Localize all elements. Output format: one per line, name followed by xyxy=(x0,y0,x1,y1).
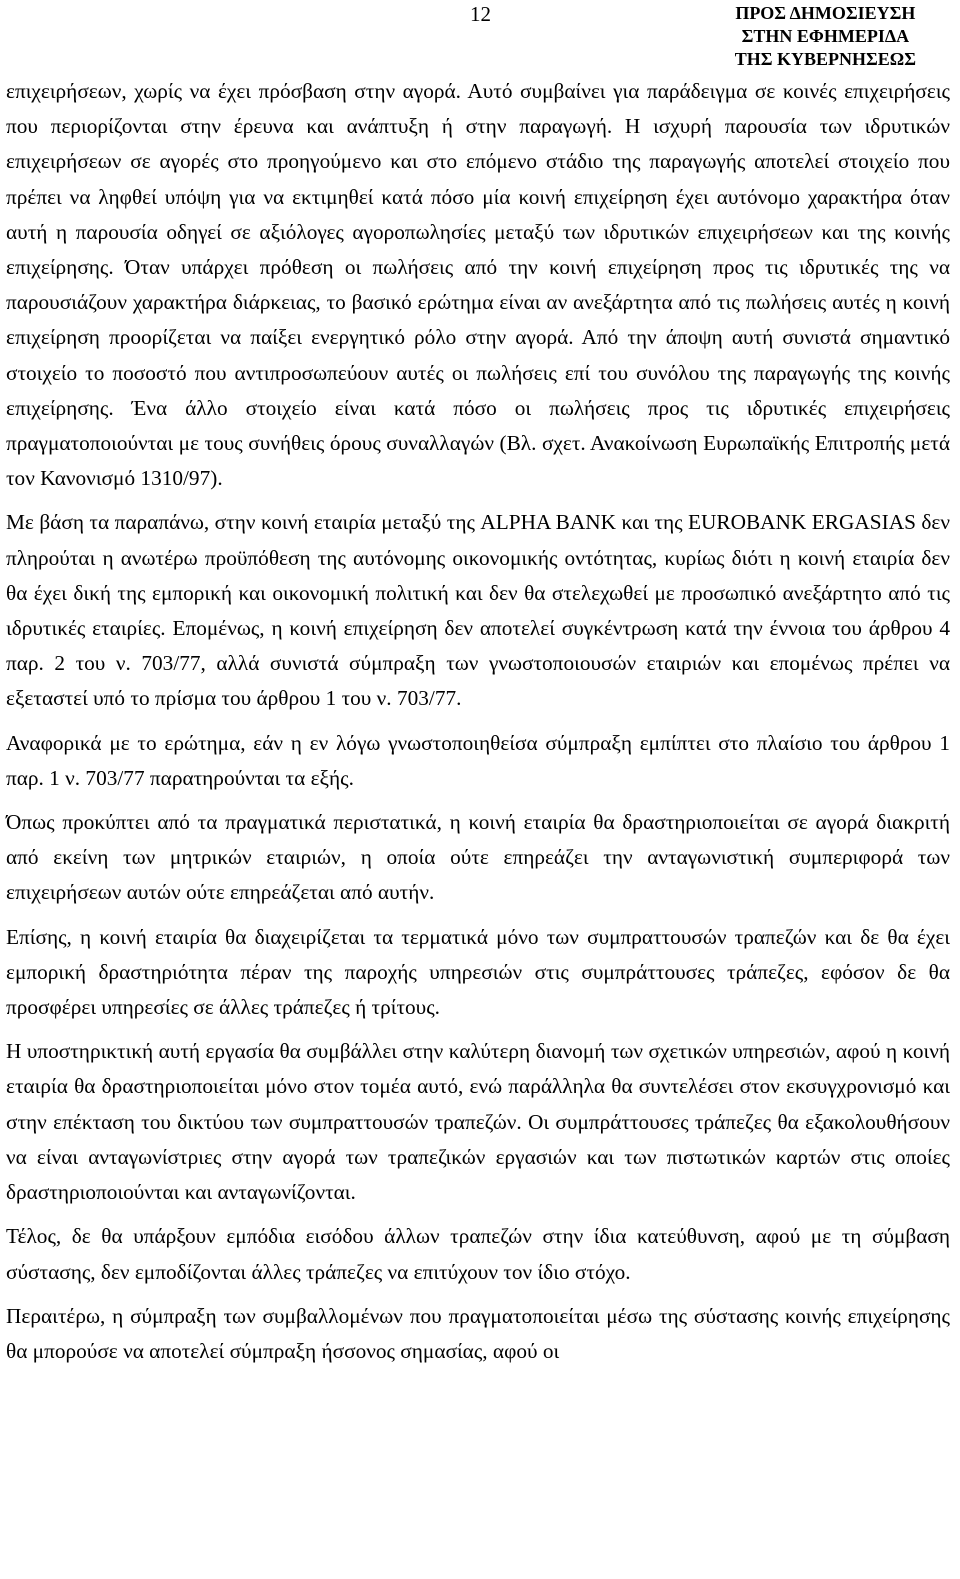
paragraph: Με βάση τα παραπάνω, στην κοινή εταιρία μεταξύ της ALPHA BANK και της EUROBANK ERGASIAS δεν πληρούται η ανωτέρω προϋπόθεση της αυτόνομης οικονομικής οντότητας, κυρίως διότι η κοινή εταιρία δεν θα έχει δική της εμπορική και οικονομική πολιτική και δεν θα στελεχωθεί με προσωπικό ανεξάρτητο από τις ιδρυτικές εταιρίες. Επομένως, η κοινή επιχείρηση δεν αποτελεί συγκέντρωση κατά την έννοια του άρθρου 4 παρ. 2 του ν. 703/77, αλλά συνιστά σύμπραξη των γνωστοποιουσών εταιριών και επομένως πρέπει να εξεταστεί υπό το πρίσμα του άρθρου 1 του ν. 703/77. xyxy=(6,510,950,711)
page-number: 12 xyxy=(470,2,491,26)
paragraph: Επίσης, η κοινή εταιρία θα διαχειρίζεται τα τερματικά μόνο των συμπραττουσών τραπεζών και δε θα έχει εμπορική δραστηριότητα πέραν της παροχής υπηρεσιών στις συμπράττουσες τράπεζες, εφόσον δε θα προσφέρει υπηρεσίες σε άλλες τράπεζες ή τρίτους. xyxy=(6,924,950,1020)
publication-stamp-line: ΣΤΗΝ ΕΦΗΜΕΡΙΔΑ xyxy=(741,26,910,46)
paragraph: Περαιτέρω, η σύμπραξη των συμβαλλομένων που πραγματοποιείται μέσω της σύστασης κοινής επιχείρησης θα μπορούσε να αποτελεί σύμπραξη ήσσονος σημασίας, αφού οι xyxy=(6,1303,950,1363)
publication-stamp-line: ΤΗΣ ΚΥΒΕΡΝΗΣΕΩΣ xyxy=(734,49,916,69)
publication-stamp-line: ΠΡΟΣ ΔΗΜΟΣΙΕΥΣΗ xyxy=(735,3,916,23)
paragraph: επιχειρήσεων, χωρίς να έχει πρόσβαση στην αγορά. Αυτό συμβαίνει για παράδειγμα σε κοινές επιχειρήσεις που περιορίζονται στην έρευνα και ανάπτυξη ή στην παραγωγή. Η ισχυρή παρουσία των ιδρυτικών επιχειρήσεων σε αγορές στο προηγούμενο και στο επόμενο στάδιο της παραγωγής αποτελεί στοιχείο που πρέπει να ληφθεί υπόψη για να εκτιμηθεί κατά πόσο μία κοινή επιχείρηση έχει αυτόνομο χαρακτήρα όταν αυτή η παρουσία οδηγεί σε αξιόλογες αγοροπωλησίες μεταξύ των ιδρυτικών επιχειρήσεων και της κοινής επιχείρησης. Όταν υπάρχει πρόθεση οι πωλήσεις από την κοινή επιχείρηση προς τις ιδρυτικές της να παρουσιάζουν χαρακτήρα διάρκειας, το βασικό ερώτημα είναι αν ανεξάρτητα από τις πωλήσεις αυτές η κοινή επιχείρηση προορίζεται να παίξει ενεργητικό ρόλο στην αγορά. Από την άποψη αυτή συνιστά σημαντικό στοιχείο το ποσοστό που αντιπροσωπεύουν αυτές οι πωλήσεις επί του συνόλου της παραγωγής της κοινής επιχείρησης. Ένα άλλο στοιχείο είναι κατά πόσο οι πωλήσεις προς τις ιδρυτικές επιχειρήσεις πραγματοποιούνται με τους συνήθεις όρους συναλλαγών (Βλ. σχετ. Ανακοίνωση Ευρωπαϊκής Επιτροπής μετά τον Κανονισμό 1310/97). xyxy=(6,79,950,491)
paragraph: Όπως προκύπτει από τα πραγματικά περιστατικά, η κοινή εταιρία θα δραστηριοποιείται σε αγορά διακριτή από εκείνη των μητρικών εταιριών, η οποία ούτε επηρεάζει την ανταγωνιστική συμπεριφορά των επιχειρήσεων αυτών ούτε επηρεάζεται από αυτήν. xyxy=(6,810,950,905)
paragraph: Αναφορικά με το ερώτημα, εάν η εν λόγω γνωστοποιηθείσα σύμπραξη εμπίπτει στο πλαίσιο του άρθρου 1 παρ. 1 ν. 703/77 παρατηρούνται τα εξής. xyxy=(6,730,950,790)
paragraph: Η υποστηρικτική αυτή εργασία θα συμβάλλει στην καλύτερη διανομή των σχετικών υπηρεσιών, αφού η κοινή εταιρία θα δραστηριοποιείται μόνο στον τομέα αυτό, ενώ παράλληλα θα συντελέσει στον εκσυγχρονισμό και στην επέκταση του δικτύου των συμπραττουσών τραπεζών. Οι συμπράττουσες τράπεζες θα εξακολουθήσουν να είναι ανταγωνίστριες στην αγορά των τραπεζικών εργασιών και των πιστωτικών καρτών στις οποίες δραστηριοποιούνται και ανταγωνίζονται. xyxy=(6,1039,950,1205)
publication-stamp xyxy=(735,2,916,71)
paragraph: Τέλος, δε θα υπάρξουν εμπόδια εισόδου άλλων τραπεζών στην ίδια κατεύθυνση, αφού με τη σύμβαση σύστασης, δεν εμποδίζονται άλλες τράπεζες να επιτύχουν τον ίδιο στόχο. xyxy=(6,1224,950,1284)
document-body xyxy=(6,74,950,1369)
